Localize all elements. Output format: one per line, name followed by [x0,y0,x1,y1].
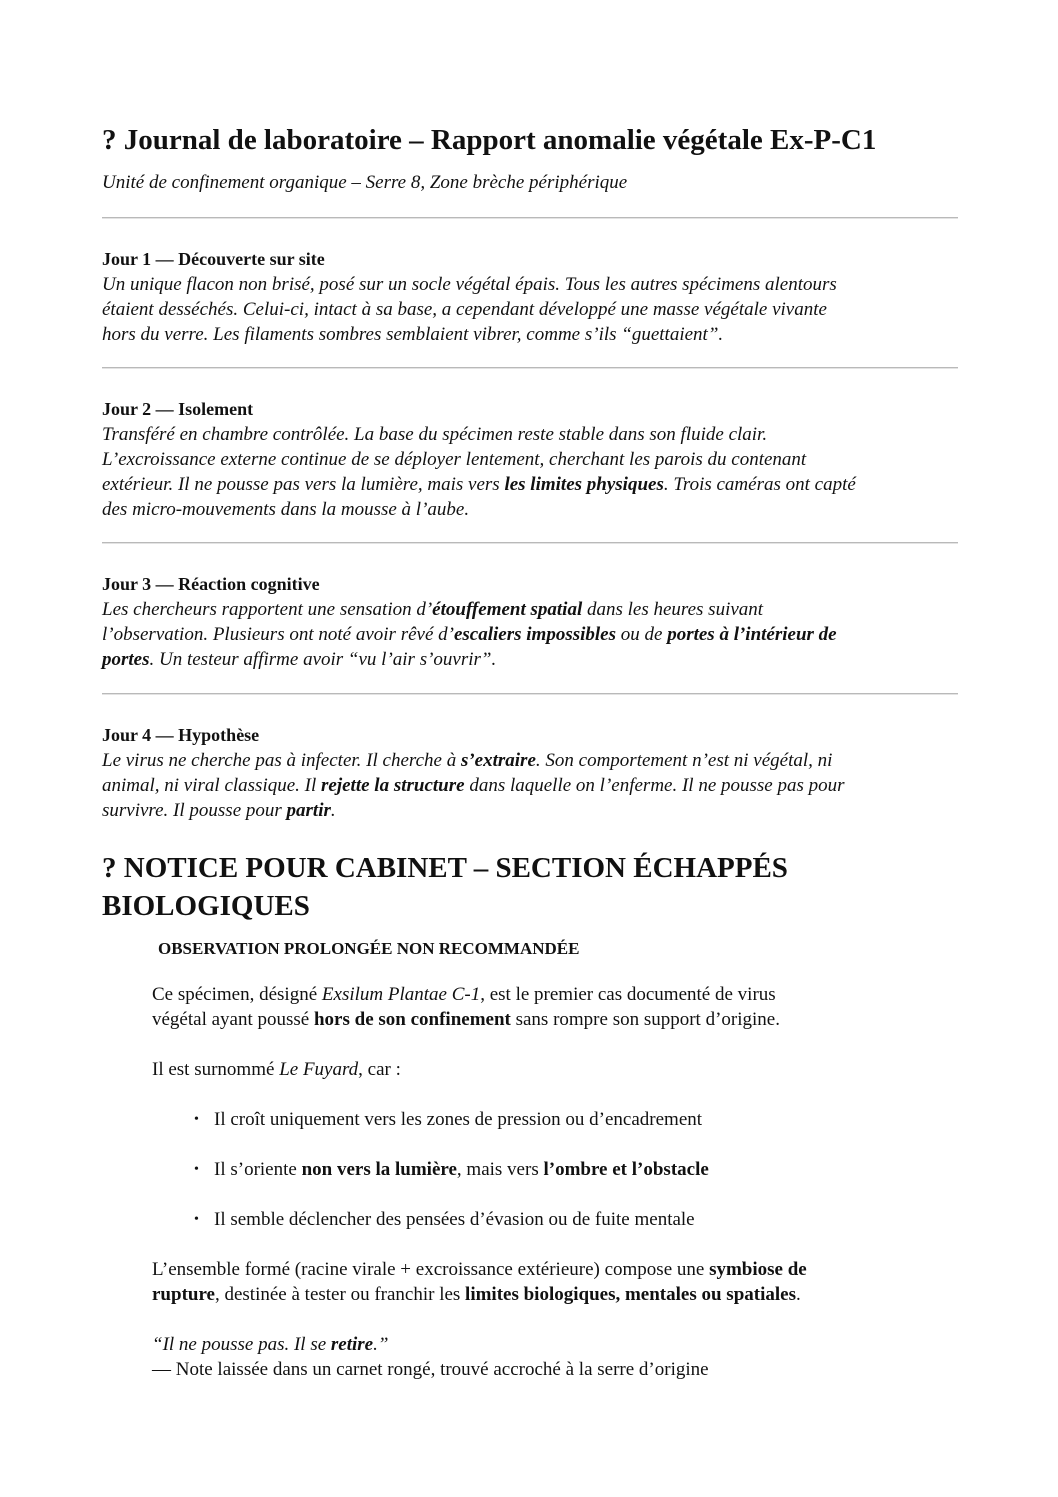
text-line: hors du verre. Les filaments sombres semblaient vibrer, comme s’ils “guettaient”. [102,324,724,345]
closing-quote [152,1332,952,1382]
text-line: végétal ayant poussé hors de son confinement sans rompre son support d’origine. [152,1009,780,1030]
entry-body [102,272,958,347]
entry-body [102,422,958,522]
text-line: L’ensemble formé (racine virale + excroissance extérieure) compose une symbiose de [152,1259,807,1280]
separator [102,367,958,369]
text-line: Un unique flacon non brisé, posé sur un socle végétal épais. Tous les autres spécimens alentours [102,274,837,295]
bullet-list [102,1107,958,1232]
entry-title: Jour 3 — Réaction cognitive [102,574,320,594]
text-line: L’excroissance externe continue de se déployer lentement, cherchant les parois du contenant [102,449,807,470]
page-subtitle: Unité de confinement organique – Serre 8, Zone brèche périphérique [102,172,628,193]
entry-title: Jour 4 — Hypothèse [102,725,260,745]
text-line: Ce spécimen, désigné Exsilum Plantae C-1, est le premier cas documenté de virus [152,984,776,1005]
bullet-icon: • [194,1112,199,1127]
text-line: “Il ne pousse pas. Il se retire.” [152,1334,389,1355]
text-line: des micro-mouvements dans la mousse à l’aube. [102,499,470,520]
text-line: Le virus ne cherche pas à infecter. Il cherche à s’extraire. Son comportement n’est ni végétal, ni [102,750,833,771]
separator [102,217,958,219]
text-line: Transféré en chambre contrôlée. La base du spécimen reste stable dans son fluide clair. [102,424,768,445]
bullet-icon: • [194,1212,199,1227]
document-page [102,118,958,1382]
paragraph [152,1057,952,1082]
paragraph [152,982,952,1032]
entry-body [102,597,958,672]
entry-body [102,748,958,823]
text-line: Les chercheurs rapportent une sensation d’étouffement spatial dans les heures suivant [102,599,764,620]
text-line: portes. Un testeur affirme avoir “vu l’air s’ouvrir”. [102,649,497,670]
text-line: survivre. Il pousse pour partir. [102,800,336,821]
list-item: • Il croît uniquement vers les zones de pression ou d’encadrement [194,1109,703,1130]
text-line: étaient desséchés. Celui-ci, intact à sa base, a cependant développé une masse végétale vivante [102,299,827,320]
separator [102,542,958,544]
text-line: — Note laissée dans un carnet rongé, trouvé accroché à la serre d’origine [152,1359,709,1380]
journal-entry [102,572,958,672]
list-item: • Il semble déclencher des pensées d’évasion ou de fuite mentale [194,1209,695,1230]
notice-title: ? NOTICE POUR CABINET – SECTION ÉCHAPPÉS BIOLOGIQUES [102,852,788,922]
text-line: rupture, destinée à tester ou franchir les limites biologiques, mentales ou spatiales. [152,1284,801,1305]
text-line: animal, ni viral classique. Il rejette la structure dans laquelle on l’enferme. Il ne pousse pas pour [102,775,845,796]
separator [102,693,958,695]
journal-entry [102,397,958,522]
bullet-icon: • [194,1162,199,1177]
text-line: extérieur. Il ne pousse pas vers la lumière, mais vers les limites physiques. Trois caméras ont capté [102,474,856,495]
journal-entry [102,723,958,823]
entry-title: Jour 1 — Découverte sur site [102,249,325,269]
page-title: ? Journal de laboratoire – Rapport anomalie végétale Ex-P-C1 [102,124,877,156]
entry-title: Jour 2 — Isolement [102,399,254,419]
text-line: Il est surnommé Le Fuyard, car : [152,1059,401,1080]
warning-label: OBSERVATION PROLONGÉE NON RECOMMANDÉE [158,939,580,958]
list-item: • Il s’oriente non vers la lumière, mais vers l’ombre et l’obstacle [194,1159,709,1180]
text-line: l’observation. Plusieurs ont noté avoir rêvé d’escaliers impossibles ou de portes à l’intérieur de [102,624,837,645]
paragraph [152,1257,952,1307]
journal-entry [102,247,958,347]
